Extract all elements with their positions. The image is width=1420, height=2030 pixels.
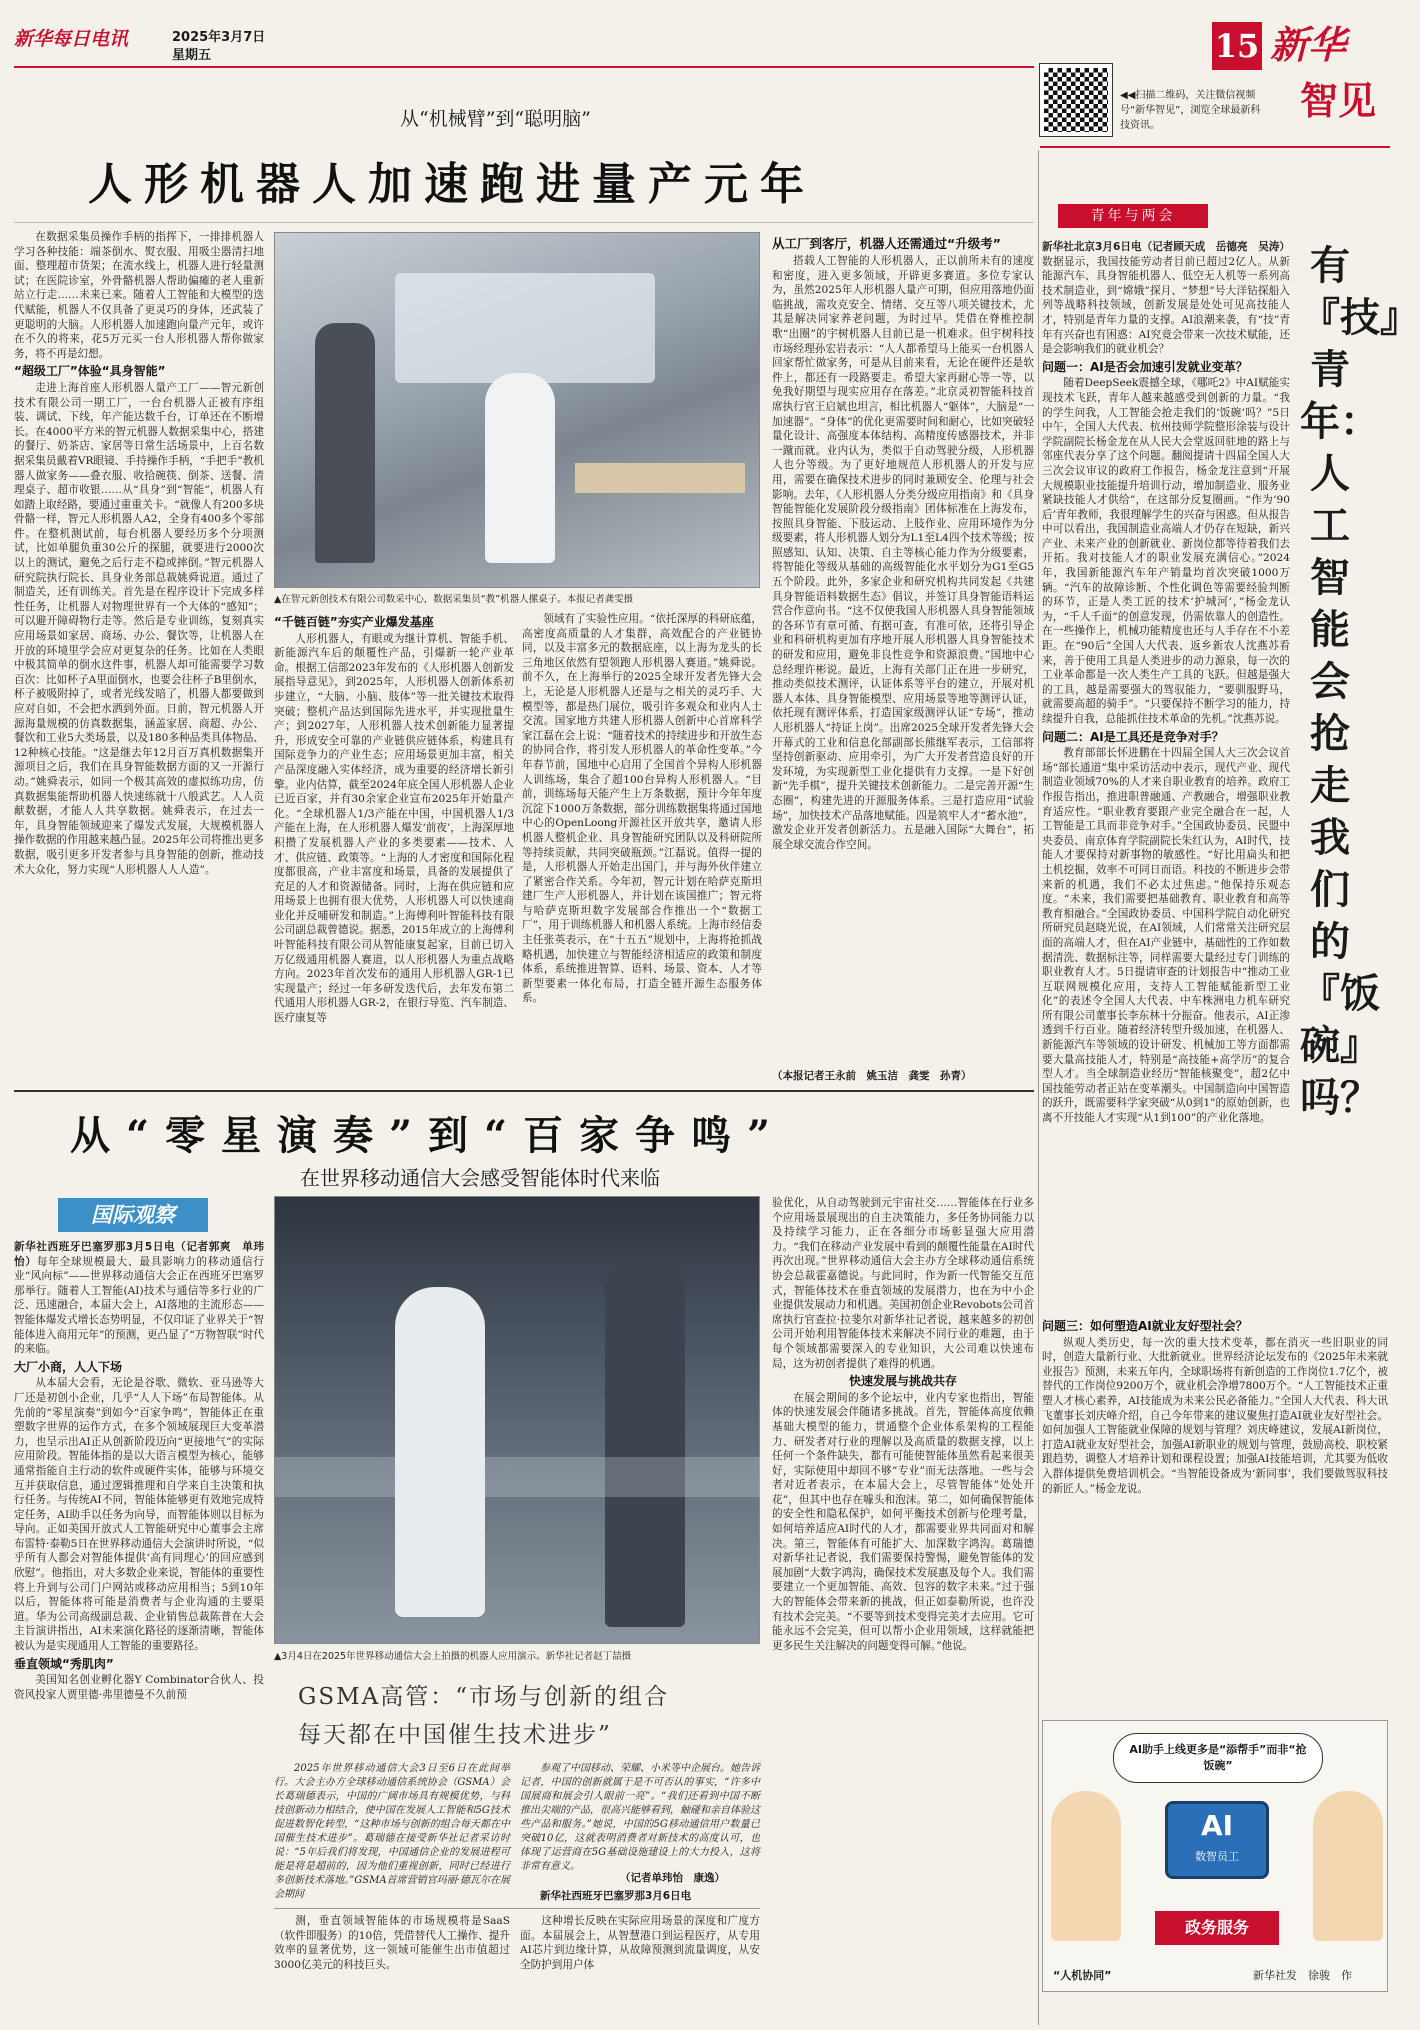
mwc-body-3: 验优化，从自动驾驶到元宇宙社交……智能体在行业多个应用场景展现出的自主决策能力，多任务协同能力以及持续学习能力，正在各细分市场彰显强大应用潜力。“我们在移动产业发展中看到的颠覆性能量在AI时代再次出现。”世界移动通信大会主办方全球移动通信系统协会总裁霍嘉德说。与此同时，作为新一代智能交互范式，智能体技术在垂直领域的发展潜力，也在为中小企业提供发展动力和机遇。美国初创企业Revobots公司首席执行官查拉·拉斐尔对新华社记者说，越来越多的初创公司开始利用智能体技术来解决不同行业的难题，由于每个领域都需要深入的专业知识，大公司难以快速布局，这为初创者提供了难得的机遇。 (772, 1197, 1034, 1370)
cartoon-person-left (1051, 1791, 1121, 1941)
mwc-photo (274, 1196, 760, 1644)
mwc-lead: 每年全球规模最大、最具影响力的移动通信行业“风向标”——世界移动通信大会正在西班牙巴塞罗那举行。随着人工智能(AI)技术与通信等多行业的广泛、迅速融合，本届大会上，AI落地的主流形态——智能体爆发式增长态势明显，不仅印证了业界关于“智能体进入商用元年”的预测，更凸显了“万物智联”时代的来临。 (14, 1255, 265, 1356)
cartoon (1042, 1720, 1388, 1992)
gsma-rule (274, 1908, 760, 1909)
cartoon-ai-screen (1165, 1801, 1269, 1879)
side-question-2: 问题二：AI是工具还是竞争对手？ (1042, 729, 1224, 744)
robot-photo-caption: ▲在智元新创技术有限公司数采中心，数据采集员“教”机器人摞桌子。本报记者龚雯摄 (274, 594, 634, 605)
cartoon-speech-bubble: AI助手上线更多是“添帮手”而非“抢饭碗” (1113, 1733, 1323, 1783)
gsma-col1 (274, 1762, 510, 1910)
section-logo-bottom: 智见 (1300, 78, 1377, 123)
side-title: 有『技』青年：人工智能会抢走我们的『饭碗』吗？ (1300, 242, 1420, 1121)
mwc-photo-caption: ▲3月4日在2025年世界移动通信大会上拍摄的机器人应用演示。新华社记者赵丁喆摄 (274, 1651, 632, 1662)
masthead-date: 2025年3月7日 (172, 30, 266, 45)
page-number: 15 (1212, 22, 1262, 70)
mwc-body-4: 在展会期间的多个论坛中，业内专家也指出，智能体的快速发展会伴随诸多挑战。首先，智能体高度依赖基础大模型的能力，贯通整个企业体系架构的工程能力、研发者对行业的理解以及高质量的数据支撑，以上任何一个条件缺失，都有可能使智能体虽然看起来很美好，实际使用中却回不够”专业”而无法落地。一些与会者对近者表示，在本届大会上，尽管智能体”处处开花”，但其中也存在噱头和泡沫。第二，如何确保智能体的安全性和隐私保护，如何平衡技术创新与伦理考量，如何培养适应AI时代的人才，都需要业界共同面对和解决。第三，智能体有可能扩大、加深数字鸿沟。葛瑞德对新华社记者说，我们需要保持警惕，避免智能体的发展加剧“大数字鸿沟，确保技术发展惠及每个人。我们需要建立一个更加智能、高效、包容的数字未来。”过于强大的智能体会带来新的挑战，但正如泰勒所说，也许没有技术会完美。“不要等到技术变得完美才去应用。它可能永远不会完美，但可以帮小企业用领域，这样就能把更多民生关注解决的问题变得可解。”他说。 (772, 1391, 1034, 1652)
masthead-name: 新华每日电讯 (14, 28, 129, 50)
robot-photo (274, 232, 760, 588)
robot-title-rule (14, 222, 1034, 223)
side-col-upper (1042, 240, 1290, 1312)
robot-col2-subhead: “千链百链”夯实产业爆发基座 (274, 615, 434, 629)
section-logo-top: 新华 (1270, 22, 1347, 67)
gsma-body-1: 2025年世界移动通信大会3日至6日在此间举行。大会主办方全球移动通信系统协会（GSMA）会长葛瑞德表示，中国的广阔市场具有规模优势，与科技创新动力相结合，使中国在发展人工智能和5G技术促进数智化转型，“这种市场与创新的组合每天都在中国催生技术进步”。葛瑞德在接受新华社记者采访时说：“5年后我们将发现，中国通信企业的发展进程可能是将是超前的，因为他们重视创新，同时已经进行多创新技术落地。”GSMA首席营销官玛丽·德瓦尔在展会期间 (274, 1763, 510, 1900)
mwc-col3-bottom (520, 1914, 760, 1974)
side-column-divider (1038, 150, 1039, 2025)
column-tag-international: 国际观察 (58, 1198, 208, 1232)
robot-col2 (274, 612, 514, 1064)
side-top-rule (1040, 146, 1390, 148)
gsma-title-line1: GSMA高管：“市场与创新的组合 (298, 1684, 670, 1710)
robot-col4 (772, 232, 1034, 1064)
robot-col2-body: 人形机器人，有眼或为继计算机、智能手机、新能源汽车后的颠覆性产品，引爆新一轮产业革命。根据工信部2023年发布的《人形机器人创新发展指导意见》，到2025年，人形机器人创新体系初步建立，“大脑、小脑、肢体”等一批关键技术取得突破；整机产品达到国际先进水平，并实现批量生产；到2027年，人形机器人技术创新能力显著提升，形成安全可靠的产业链供应链体系，构建具有国际竞争力的产业生态；应用场景更加丰富，相关产品深度融入实体经济，成为重要的经济增长新引擎。业内估算，截至2024年底全国人形机器人企业已近百家，并有30余家企业宣布2025年开始量产化。“全球机器人1/3产能在中国，中国机器人1/3产能在上海，在人形机器人爆发‘前夜’，上海深厚地积攒了发展机器人产业的多类要素——技术、人才、供应链、政策等。“上海的人才密度和国际化程度都很高，产业丰富度和场景，具备的发展提供了充足的人才和资源储备。同时，上海在供应链和应用场景上也拥有很大优势，人形机器人可以快速商业化并反哺研发和制造。”上海傅利叶智能科技有限公司副总裁曾德说。据悉，2015年成立的上海傅利叶智能科技有限公司从智能康复起家，目前已切入万亿级通用机器人赛道，以人形机器人为重点战略方向。2023年首次发布的通用人形机器人GR-1已实现量产；经过一年多研发迭代后，去年发布第二代通用人形机器人GR-2，在银行导览、汽车制造、医疗康复等 (274, 632, 514, 1025)
gsma-dateline: 新华社西班牙巴塞罗那3月6日电 (540, 1890, 692, 1902)
mwc-col4 (772, 1196, 1034, 1976)
mwc-subtitle: 在世界移动通信大会感受智能体时代来临 (300, 1166, 660, 1190)
masthead-weekday: 星期五 (172, 48, 212, 63)
gsma-title-line2: 每天都在中国催生技术进步” (298, 1722, 612, 1748)
mwc-subhead-2: 垂直领域“秀肌肉” (14, 1656, 114, 1671)
qr-code[interactable] (1040, 64, 1112, 136)
mwc-col1 (14, 1240, 264, 1956)
robot-kicker: 从“机械臂”到“聪明脑” (400, 108, 591, 130)
mwc-col2-bottom (274, 1914, 510, 1974)
mwc-body-2: 美国知名创业孵化器Y Combinator合伙人、投资风投家人贾里德·弗里德曼不久前预 (14, 1674, 264, 1701)
robot-col3 (522, 612, 762, 1064)
side-dateline: 新华社北京3月6日电（记者顾天成 岳德亮 吴涛） (1042, 241, 1290, 253)
robot-col1 (14, 230, 264, 1064)
mwc-subhead-3: 快速发展与挑战共存 (848, 1374, 957, 1389)
section-divider (14, 1090, 1034, 1092)
cartoon-credit: 新华社发 徐骏 作 (1253, 1969, 1352, 1982)
robot-byline: （本报记者王永前 姚玉洁 龚雯 孙青） (772, 1070, 972, 1082)
side-answer-1: 随着DeepSeek震撼全球，《哪吒2》中AI赋能实现技术飞跃，青年人越来越感受到创新的力量。“我的学生问我，人工智能会抢走我们的‘饭碗’吗？”5日中午，全国人大代表、杭州技师学院整形涂装与设计学院副院长杨金龙在从人民大会堂返回驻地的路上与邻座代表分享了这个问题。翻阅提请十四届全国人大三次会议审议的政府工作报告，杨金龙注意到“开展大规模职业技能提升培训行动，增加制造业、服务业紧缺技能人才供给”，在这部分反复圈画。“作为‘90后’青年教师，我很理解学生的兴奋与困惑。但从报告中可以看出，我国制造业高端人才仍存在短缺，新兴产业、未来产业的创新就业、新岗位都等待着我们去开拓。我对技能人才的职业发展充满信心。”2024年，我国新能源汽车年产销量均首次突破1000万辆。“汽车的故障诊断、个性化调色等需要经验判断的环节，正是人类工匠的技术‘护城河’，”杨金龙认为，“千人千面”的创意发现，仍需依靠人的创造性。在一些操作上，机械功能精度也还与人手存在不小差距。在“90后”全国人大代表、返乡新农人沈燕苏看来，善于使用工具是人类进步的动力源泉，每一次的工业革命都是一次人类生产工具的飞跃。但越是强大的工具，越是需要强大的驾驭能力，“要驯服野马，就需要高超的骑手”。“只要保持不断学习的能力，持续提升自我，总能抓住技术革命的先机。”沈燕苏说。 (1042, 377, 1290, 725)
gsma-col2 (520, 1762, 760, 1872)
robot-col4-subhead: 从工厂到客厅，机器人还需通过“升级考” (772, 236, 1001, 251)
cartoon-person-right (1313, 1791, 1383, 1941)
tag-youth: 青年与两会 (1058, 204, 1208, 228)
cartoon-service-sign: 政务服务 (1155, 1911, 1279, 1945)
mwc-body-1: 从本届大会看，无论是谷歌、微软、亚马逊等大厂还是初创小企业，几乎“人人下场”布局智能体。从先前的“零星演奏”到如今“百家争鸣”，智能体正在重塑数字世界的运作方式，在多个领域展现巨大变革潜力，也呈示出AI正从创新阶段迈向“更接地气”的实际应用阶段。智能体指的是以大语言模型为核心，能够通常指能自主行动的软件或硬件实体，能够与环境交互并获取信息，通过逻辑推理和自学来自主决策和执行任务。与传统AI不同，智能体能够更有效地完成特定任务，AI助手以任务为向导，而智能体则以目标为导向。正如美国开放式人工智能研究中心董事会主席布雷特·泰勒5日在世界移动通信大会演讲时所说，“似乎所有人都会对智能体提供‘高有同理心’的回应感到欣慰”。他指出，对大多数企业来说，智能体的重要性将上升到与公司门户网站或移动应用相当；5到10年以后，智能体将可能是消费者与企业沟通的主要渠道。华为公司高级副总裁、企业销售总裁陈普在大会主旨演讲指出，AI未来演化路径的逐渐清晰，智能体被认为是实现通用人工智能的重要路径。 (14, 1377, 264, 1653)
mwc-dateline: 新华社西班牙巴塞罗那3月5日电（记者郭爽 单玮怡） (14, 1241, 264, 1268)
robot-col1-body: 走进上海首座人形机器人量产工厂——智元新创技术有限公司一期工厂，一台台机器人正被有序组装、调试、下线，年产能达数千台，订单还在不断增长。在4000平方米的智元机器人数据采集中心，搭建的餐厅、奶茶店、家居等日常生活场景中，上百名数据采集员戴着VR眼镜、手持操作手柄，“手把手”教机器人做家务——叠衣服、收拾碗筷、倒茶、送餐、清理桌子、超市收银……从“具身”到“智能”，机器人有如踏上取经路，要通过重重关卡。“就像人有200多块骨骼一样，智元人形机器人A2，全身有400多个零部件。在整机测试前，每台机器人要经历多个分项测试，比如单腿负重30公斤的探腿，就要进行2000次以上的测试，避免之后行走不稳或摔倒。”智元机器人研究院执行院长、具身业务部总裁姚舜说道。通过了制造关，还有训练关。首先是在程序设计下完成多样性任务，让机器人对物理世界有一个大体的“感知”；可以避开障碍物行走等。然后是专业训练，复刻真实应用场景如家居、商场、办公、餐饮等，让机器人在开放的环境里学会应对更复杂的任务。比如在人类眼中极其简单的倒水这件事，机器人却可能需要学习数百次：比如杯子A里面倒水，也要会往杯子B里倒水，杯子被吸附掉了，或者光线发暗了，机器人都要做到应对自如，不会把水洒到外面。日前，智元机器人开源海量规模的仿真数据集，涵盖家居、商超、办公、餐饮和工业5大类场景，以及180多种品类具体物品、12种核心技能。“这是继去年12月百万真机数据集开源项目之后，我们在具身智能数据方面的又一开源行动。”姚舜表示，如同一个极其高效的虚拟练功房，仿真数据集能帮助机器人快速练就十八般武艺。人人贡献数据，才能人人共享数据。姚舜表示，在过去一年，具身智能领域迎来了爆发式发展，大规模机器人操作数据的作用越来越凸显。2025年公司将推出更多数据，吸引更多开发者参与具身智能的创新，推动技术大众化，努力实现“人形机器人人人造”。 (14, 381, 264, 876)
mwc-body-bottom-2: 这种增长反映在实际应用场景的深度和广度方面。本届展会上，从智慧港口到运程医疗，从专用AI芯片到边缘计算，从故障预测到流量调度，从安全防护到用户体 (520, 1915, 760, 1971)
gsma-body-2: 参观了中国移动、荣耀、小米等中企展台。她告诉记者，中国的创新就属于是不可否认的事实，“许多中国展商和展会引人眼前一亮”。“我们还看到中国不断推出尖端的产品，很高兴能够看到，触碰和亲自体验这些产品和服务。”她说，中国的5G移动通信用户数量已突破10亿，这就表明消费者对新技术的高度认可，也体现了运营商在5G基础设施建设上的大力投入，这将非常有意义。 (520, 1763, 760, 1872)
side-question-3: 问题三：如何塑造AI就业友好型社会？ (1042, 1319, 1248, 1333)
robot-col4-body: 搭载人工智能的人形机器人，正以前所未有的速度和密度，进入更多领域，开辟更多赛道。多位专家认为，虽然2025年人形机器人量产可期，但应用落地仍面临挑战，需攻克安全、情绪、交互等八项关键技术，尤其是解决同家养老问题，为时过早。凭借在脊椎控制歌“出圈”的宇树机器人目前已是一机难求。但宇树科技市场经理孙宏岩表示：“人人都希望马上能买一台机器人回家帮忙做家务，可是从目前来看，无论在硬件还是软件上，都还有一段路要走。希望大家再耐心等一等，以免我好期望与现实应用存在落差。”北京灵初智能科技首席执行官王启斌也坦言，相比机器人“躯体”，大脑是“一加速器”。“身体”的优化更需要时间和耐心，比如突破轻量化设计、高强度本体结构、高精度传感器技术，并非一蹴而就。业内认为，类似于自动驾驶分级，人形机器人也分等级。为了更好地规范人形机器人的开发与应用，需要在确保技术进步的同时兼顾安全、伦理与社会影响。去年，《人形机器人分类分级应用指南》和《具身智能智能化发展阶段分级指南》团体标准在上海发布，按照具身智能、下肢运动、上肢作业、应用环境作为分级要素，将人形机器人划分为L1至L4四个技术等级；按照感知、认知、决策、自主等核心能力作为分级要素，将智能化等级从基础的高级智能化水平划分为G1至G5五个阶段。此外，多家企业和研究机构共同发起《共建具身智能语料数据生态》倡议，并签订具身智能语料运营合作意向书。“这不仅使我国人形机器人具身智能领域的各环节有章可循、有据可查，有准可依，还将引导企业和科研机构更加有序地开展人形机器人具身智能技术的研发和应用，避免非良性竞争和资源浪费。”国地中心总经理许彬说。最近，上海有关部门正在进一步研究，推动类似技术测评，认证体系等平台的建立，开展对机器人本体、具身智能模型、应用场景等地等测评认证，依托现有测评体系，打造国家级测评认证“专场”，推动人形机器人“持证上岗”。出席2025全球开发者先锋大会开幕式的工业和信息化部副部长熊继军表示，工信部将坚持创新驱动、应用牵引，为广大开发者营造良好的开发环境，为实现新型工业化提供有力支撑。一是下好创新“先手棋”，提升关键技术创新能力。二是完善开源“生态圈”，构建先进的开源服务体系。三是打造应用“试验场”，加快技术产品落地赋能。四是筑牢人才“蓄水池”，激发企业开发者创新活力。五是融入国际“大舞台”，拓展全球交流合作空间。 (772, 255, 1034, 851)
mwc-title: 从“零星演奏”到“百家争鸣” (70, 1112, 787, 1159)
cartoon-ai-sublabel: 数智员工 (1195, 1850, 1239, 1863)
side-col-lower (1042, 1316, 1388, 1708)
robot-title: 人形机器人加速跑进量产元年 (88, 159, 816, 210)
cartoon-caption: “人机协同” (1053, 1969, 1112, 1982)
robot-col1-intro: 在数据采集员操作手柄的指挥下，一排排机器人学习各种技能：端茶倒水、熨衣服、用吸尘器清扫地面、整理超市货架；在流水线上，机器人进行轻量测试；在医院诊室，外骨骼机器人帮助偏瘫的老人重新站立行走……未来已来。随着人工智能和大模型的迭代赋能，机器人不仅具备了更灵巧的身体，还武装了更聪明的大脑。人形机器人加速跑向量产元年，或许在不久的将来，花5万元买一台人形机器人帮你做家务，将不再是幻想。 (14, 231, 264, 360)
side-intro: 数据显示，我国技能劳动者目前已超过2亿人。从新能源汽车、具身智能机器人、低空无人机等一系列高技术制造业，到“嫦娥”探月、“梦想”号大洋钻探船入列等战略科技领域，创新发展是处处可见高技能人才，特别是青年力量的支撑。AI浪潮来袭，有“技”青年有兴奋也有困惑：AI究竟会带来一次技术赋能，还是会影响我们的就业机会？ (1042, 255, 1290, 356)
qr-hint: ◀◀扫描二维码，关注微信视频号“新华智见”，浏览全球最新科技资讯。 (1120, 90, 1261, 131)
mwc-body-bottom-1: 测，垂直领域智能体的市场规模将是SaaS（软件即服务）的10倍，凭借替代人工操作、提升效率的显著优势，这一领域可能催生出市值超过3000亿美元的科技巨头。 (274, 1915, 510, 1971)
masthead-rule (14, 66, 1034, 68)
gsma-byline: （记者单玮怡 康逸） (620, 1872, 725, 1884)
side-question-1: 问题一：AI是否会加速引发就业变革？ (1042, 359, 1248, 374)
mwc-subhead-1: 大厂小商，人人下场 (14, 1359, 123, 1374)
side-answer-3: 纵观人类历史，每一次的重大技术变革，都在消灭一些旧职业的同时，创造大量新行业、大批新就业。世界经济论坛发布的《2025年未来就业报告》预测，未来五年内，全球职场将有新创造的工作岗位1.7亿个，被替代的工作岗位9200万个，就业机会净增7800万个。“人工智能技术正重塑人才核心素养，AI技能成为未来公民必备能力。”全国人大代表、科大讯飞董事长刘庆峰介绍，自己今年带来的建议聚焦打造AI就业友好型社会。如何加强人工智能就业保障的规划与管理？刘庆峰建议，发展AI新岗位，打造AI就业友好型社会，加强AI新职业的规划与管理，鼓励高校、职校紧跟趋势，调整人才培养计划和课程设置；加强AI技能培训，尤其要为低收入群体提供免费培训机会。“当智能设备成为‘新同事’，我们要做驾驭科技的新匠人。”杨金龙说。 (1042, 1336, 1388, 1495)
robot-col3-body: 领域有了实验性应用。“依托深厚的科研底蕴，高密度高质量的人才集群，高效配合的产业链协同，以及丰富多元的数据底座，以上海为龙头的长三角地区依然有望领跑人形机器人赛道。”姚舜说。前不久，在上海举行的2025全球开发者先锋大会上，无论是人形机器人还是与之相关的灵巧手、大模型等，都是热门展位，吸引许多观众和业内人士交流。国家地方共建人形机器人创新中心首席科学家江磊在会上说：“随着技术的持续进步和开放生态的协同合作，将引发人形机器人的革命性变革。”今年春节前，国地中心启用了全国首个异构人形机器人训练场，集合了超100台异构人形机器人。“目前，训练场每天能产生上万条数据，预计今年年度沉淀下1000万条数据，部分训练数据集将通过国地中心的OpenLoong开源社区开放共享，邀请人形机器人整机企业、具身智能研究团队以及科研院所等持续贡献，共同突破瓶颈。”江磊说。值得一提的是，人形机器人开始走出国门，并与海外伙伴建立了紧密合作关系。今年初，智元计划在哈萨克斯坦建厂生产人形机器人，并计划在该国推广；智元将与哈萨克斯坦数字发展部合作推出一个“数据工厂”，用于训练机器人和机器人系统。上海市经信委主任张英表示，在“十五五”规划中，上海将抢抓战略机遇，加快建立与智能经济相适应的政策和制度体系，系统推进智算、语料、场景、资本、人才等新型要素一体化布局，打造全链开源生态服务体系。 (522, 613, 762, 1005)
cartoon-ai-label: AI (1200, 1809, 1234, 1842)
side-answer-2: 教育部部长怀进鹏在十四届全国人大三次会议首场“部长通道”集中采访活动中表示，现代产业、现代制造业领域70%的人才来自职业教育的培养。政府工作报告指出，推进职普融通、产教融合，增强职业教育适应性。“职业教育要跟产业完全融合在一起，人工智能是工具而非竞争对手。”全国政协委员、民盟中央委员、南京体育学院副院长朱红认为，AI时代，技能人才要保持对新事物的敏感性。“好比用扁头和把土机挖掘，效率不可同日而语。科技的不断进步会带来新的机遇，我们不必太过焦虑。”他保持乐观态度。“未来，我们需要把基础教育、职业教育和高等教育相融合。”全国政协委员、中国科学院自动化研究所研究员赵晓光说，在AI领域，人们常常关注研究层面的高端人才，但在AI产业链中，基础性的工作如数据清洗、数据标注等，同样需要大量经过专门训练的职业教育人才。5日提请审查的计划报告中“推动工业互联网规模化应用，支持人工智能赋能新型工业化”的表述令全国人大代表、中车株洲电力机车研究所有限公司董事长李东林十分振奋。他表示，AI正渗透到千行百业。随着经济转型升级加速，在机器人、新能源汽车等领域的设计研发、机械加工等方面都需要大量高技能人才，特别是“高技能+高学历”的复合型人才。当全球制造业经历“智能核聚变”，超2亿中国技能劳动者正站在变革潮头。中国制造向中国智造的跃升，既需要科学家突破“从0到1”的原始创新，也离不开技能人才实现“从1到100”的产业化落地。 (1042, 747, 1290, 1125)
robot-col1-subhead: “超级工厂”体验“具身智能” (14, 364, 166, 379)
